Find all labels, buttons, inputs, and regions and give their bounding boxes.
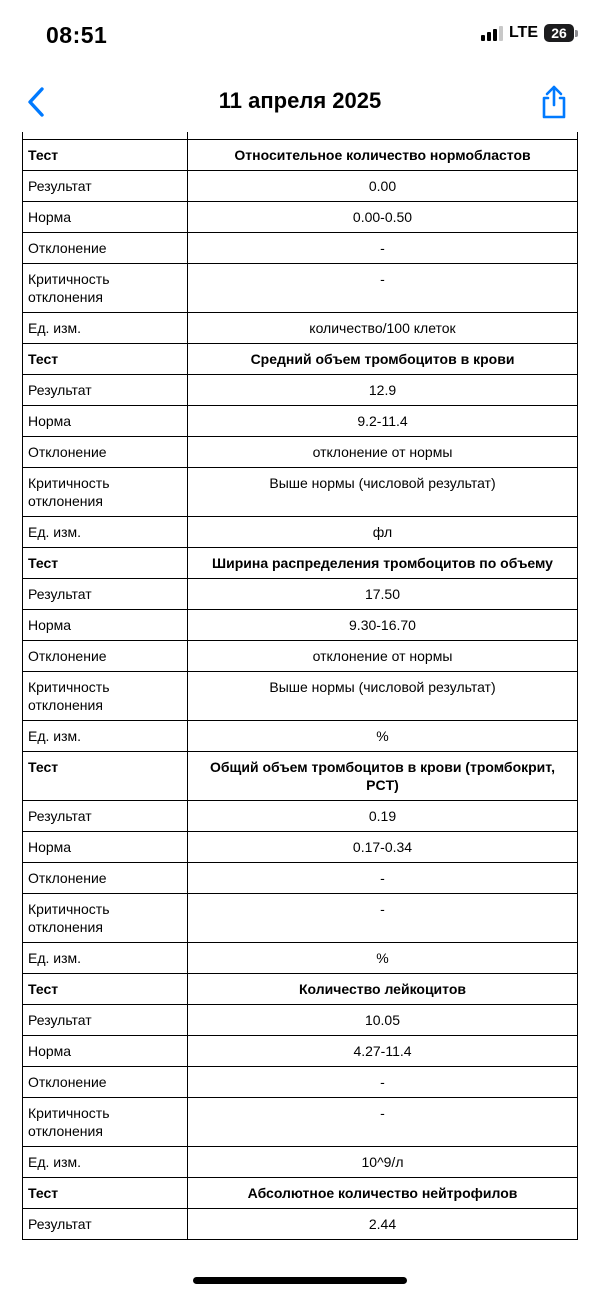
- test-header-row: [23, 974, 578, 1005]
- test-header-row: [23, 752, 578, 801]
- test-name: Средний объем тромбоцитов в крови: [188, 344, 578, 375]
- status-time: 08:51: [46, 22, 108, 48]
- row-label: Отклонение: [23, 233, 188, 264]
- row-value: Выше нормы (числовой результат): [188, 468, 578, 517]
- row-label: Критичность отклонения: [23, 264, 188, 313]
- row-label: Ед. изм.: [23, 943, 188, 974]
- page-title: 11 апреля 2025: [218, 88, 382, 113]
- row-value: 0.00-0.50: [188, 202, 578, 233]
- table-row: [23, 233, 578, 264]
- battery-icon: [544, 24, 578, 42]
- row-label: Критичность отклонения: [23, 894, 188, 943]
- table-row: [23, 1209, 578, 1240]
- table-row: [23, 943, 578, 974]
- row-label: Результат: [23, 801, 188, 832]
- row-label: Ед. изм.: [23, 721, 188, 752]
- row-value: отклонение от нормы: [188, 437, 578, 468]
- row-label: Отклонение: [23, 641, 188, 672]
- table-row: [23, 202, 578, 233]
- row-value: 0.17-0.34: [188, 832, 578, 863]
- row-label: Тест: [23, 548, 188, 579]
- test-header-row: [23, 1178, 578, 1209]
- results-table: [22, 139, 578, 1240]
- row-value: 9.30-16.70: [188, 610, 578, 641]
- row-label: Тест: [23, 344, 188, 375]
- row-value: 10^9/л: [188, 1147, 578, 1178]
- row-label: Тест: [23, 974, 188, 1005]
- row-label: Отклонение: [23, 863, 188, 894]
- row-label: Результат: [23, 579, 188, 610]
- row-label: Тест: [23, 752, 188, 801]
- table-row: [23, 894, 578, 943]
- test-header-row: [23, 344, 578, 375]
- row-label: Тест: [23, 1178, 188, 1209]
- row-value: -: [188, 264, 578, 313]
- row-value: Выше нормы (числовой результат): [188, 672, 578, 721]
- table-row: [23, 672, 578, 721]
- test-name: Общий объем тромбоцитов в крови (тромбокрит, PCT): [188, 752, 578, 801]
- row-value: -: [188, 1067, 578, 1098]
- row-label: Отклонение: [23, 437, 188, 468]
- table-row: [23, 264, 578, 313]
- test-header-row: [23, 140, 578, 171]
- table-row: [23, 1036, 578, 1067]
- test-name: Относительное количество нормобластов: [188, 140, 578, 171]
- row-label: Критичность отклонения: [23, 1098, 188, 1147]
- row-label: Результат: [23, 1005, 188, 1036]
- row-value: 0.00: [188, 171, 578, 202]
- row-label: Отклонение: [23, 1067, 188, 1098]
- table-row: [23, 863, 578, 894]
- battery-level: 26: [544, 24, 574, 42]
- row-value: количество/100 клеток: [188, 313, 578, 344]
- status-bar: [0, 0, 600, 70]
- row-value: отклонение от нормы: [188, 641, 578, 672]
- test-name: Абсолютное количество нейтрофилов: [188, 1178, 578, 1209]
- row-value: фл: [188, 517, 578, 548]
- row-value: 12.9: [188, 375, 578, 406]
- row-label: Норма: [23, 610, 188, 641]
- table-row: [23, 579, 578, 610]
- row-value: %: [188, 721, 578, 752]
- row-value: 4.27-11.4: [188, 1036, 578, 1067]
- row-label: Результат: [23, 171, 188, 202]
- table-row: [23, 721, 578, 752]
- row-label: Ед. изм.: [23, 1147, 188, 1178]
- row-label: Критичность отклонения: [23, 672, 188, 721]
- test-header-row: [23, 548, 578, 579]
- row-value: -: [188, 894, 578, 943]
- row-label: Результат: [23, 375, 188, 406]
- row-value: 17.50: [188, 579, 578, 610]
- test-name: Ширина распределения тромбоцитов по объему: [188, 548, 578, 579]
- table-row: [23, 1067, 578, 1098]
- row-value: -: [188, 863, 578, 894]
- row-label: Норма: [23, 832, 188, 863]
- row-value: 2.44: [188, 1209, 578, 1240]
- table-row: [23, 641, 578, 672]
- results-scroll-area[interactable]: [22, 132, 578, 1250]
- row-label: Норма: [23, 1036, 188, 1067]
- table-partial-row: [22, 132, 578, 139]
- table-row: [23, 171, 578, 202]
- network-type: LTE: [508, 24, 538, 41]
- table-row: [23, 375, 578, 406]
- row-value: 10.05: [188, 1005, 578, 1036]
- row-label: Критичность отклонения: [23, 468, 188, 517]
- signal-icon: [481, 25, 503, 41]
- share-icon: [538, 84, 570, 120]
- row-label: Норма: [23, 202, 188, 233]
- row-value: 0.19: [188, 801, 578, 832]
- home-indicator[interactable]: [193, 1277, 407, 1284]
- status-indicators: [481, 24, 578, 42]
- table-row: [23, 1098, 578, 1147]
- table-row: [23, 610, 578, 641]
- row-label: Результат: [23, 1209, 188, 1240]
- table-row: [23, 1005, 578, 1036]
- table-row: [23, 313, 578, 344]
- row-value: -: [188, 1098, 578, 1147]
- test-name: Количество лейкоцитов: [188, 974, 578, 1005]
- row-label: Ед. изм.: [23, 517, 188, 548]
- share-button[interactable]: [538, 84, 570, 120]
- row-label: Норма: [23, 406, 188, 437]
- row-value: %: [188, 943, 578, 974]
- row-label: Ед. изм.: [23, 313, 188, 344]
- table-row: [23, 1147, 578, 1178]
- row-value: -: [188, 233, 578, 264]
- table-row: [23, 517, 578, 548]
- table-row: [23, 832, 578, 863]
- table-row: [23, 406, 578, 437]
- nav-bar: [0, 70, 600, 132]
- table-row: [23, 468, 578, 517]
- table-row: [23, 437, 578, 468]
- row-label: Тест: [23, 140, 188, 171]
- table-row: [23, 801, 578, 832]
- row-value: 9.2-11.4: [188, 406, 578, 437]
